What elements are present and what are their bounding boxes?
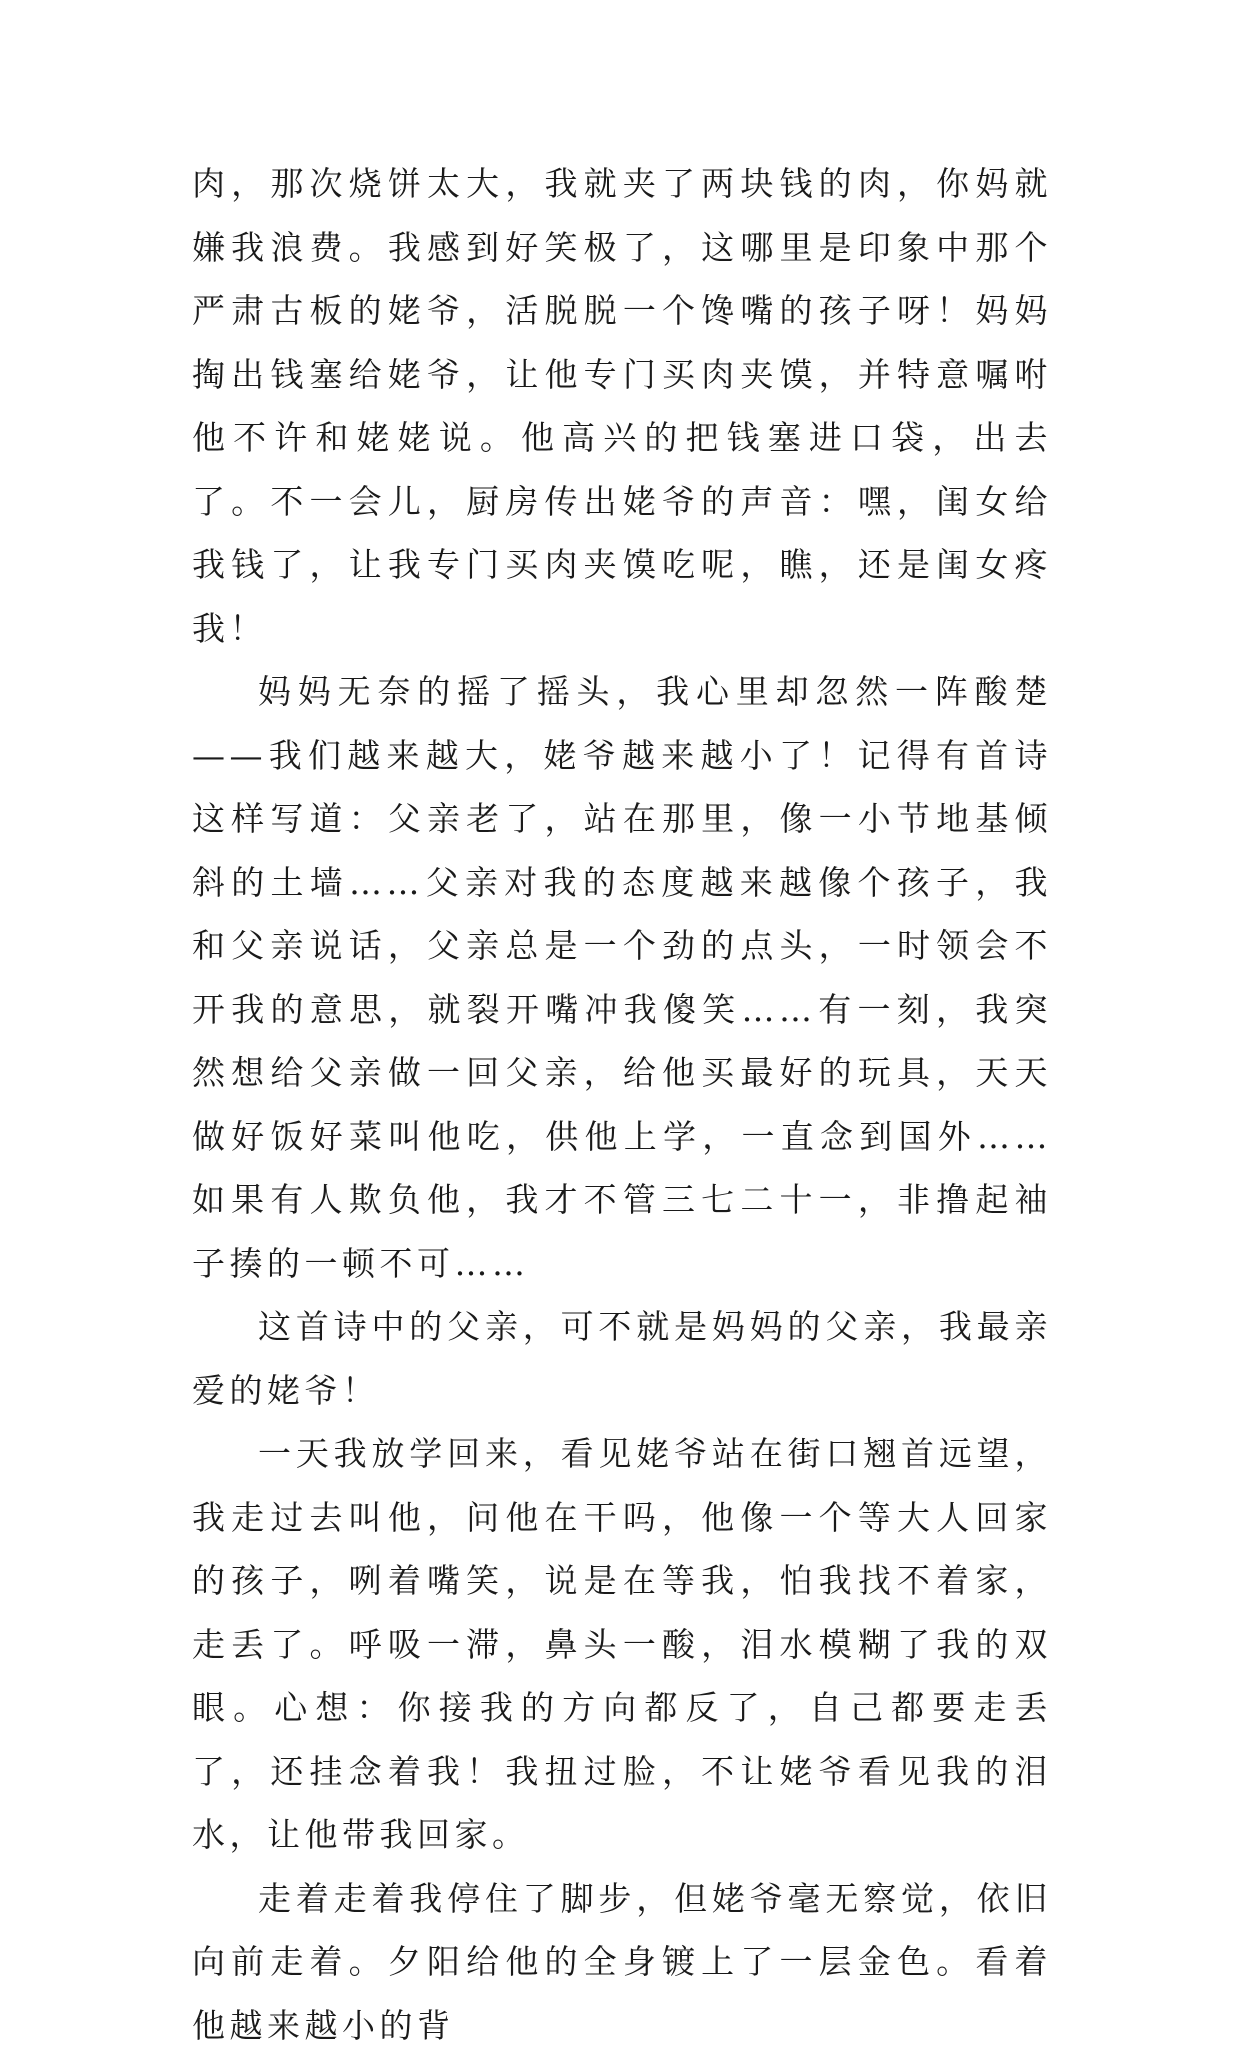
paragraph-5: 走着走着我停住了脚步，但姥爷毫无察觉，依旧向前走着。夕阳给他的全身镀上了一层金色。看着他越来越小的背 <box>192 1867 1052 2057</box>
paragraph-2: 妈妈无奈的摇了摇头，我心里却忽然一阵酸楚——我们越来越大，姥爷越来越小了！记得有首诗这样写道：父亲老了，站在那里，像一小节地基倾斜的土墙……父亲对我的态度越来越像个孩子，我和父亲说话，父亲总是一个劲的点头，一时领会不开我的意思，就裂开嘴冲我傻笑……有一刻，我突然想给父亲做一回父亲，给他买最好的玩具，天天做好饭好菜叫他吃，供他上学，一直念到国外……如果有人欺负他，我才不管三七二十一，非撸起袖子揍的一顿不可…… <box>192 660 1052 1295</box>
paragraph-1: 肉，那次烧饼太大，我就夹了两块钱的肉，你妈就嫌我浪费。我感到好笑极了，这哪里是印象中那个严肃古板的姥爷，活脱脱一个馋嘴的孩子呀！妈妈掏出钱塞给姥爷，让他专门买肉夹馍，并特意嘱咐他不许和姥姥说。他高兴的把钱塞进口袋，出去了。不一会儿，厨房传出姥爷的声音：嘿，闺女给我钱了，让我专门买肉夹馍吃呢，瞧，还是闺女疼我！ <box>192 152 1052 660</box>
paragraph-3: 这首诗中的父亲，可不就是妈妈的父亲，我最亲爱的姥爷！ <box>192 1295 1052 1422</box>
paragraph-4: 一天我放学回来，看见姥爷站在街口翘首远望，我走过去叫他，问他在干吗，他像一个等大人回家的孩子，咧着嘴笑，说是在等我，怕我找不着家，走丢了。呼吸一滞，鼻头一酸，泪水模糊了我的双眼。心想：你接我的方向都反了，自己都要走丢了，还挂念着我！我扭过脸，不让姥爷看见我的泪水，让他带我回家。 <box>192 1422 1052 1867</box>
document-body <box>192 152 1052 2057</box>
